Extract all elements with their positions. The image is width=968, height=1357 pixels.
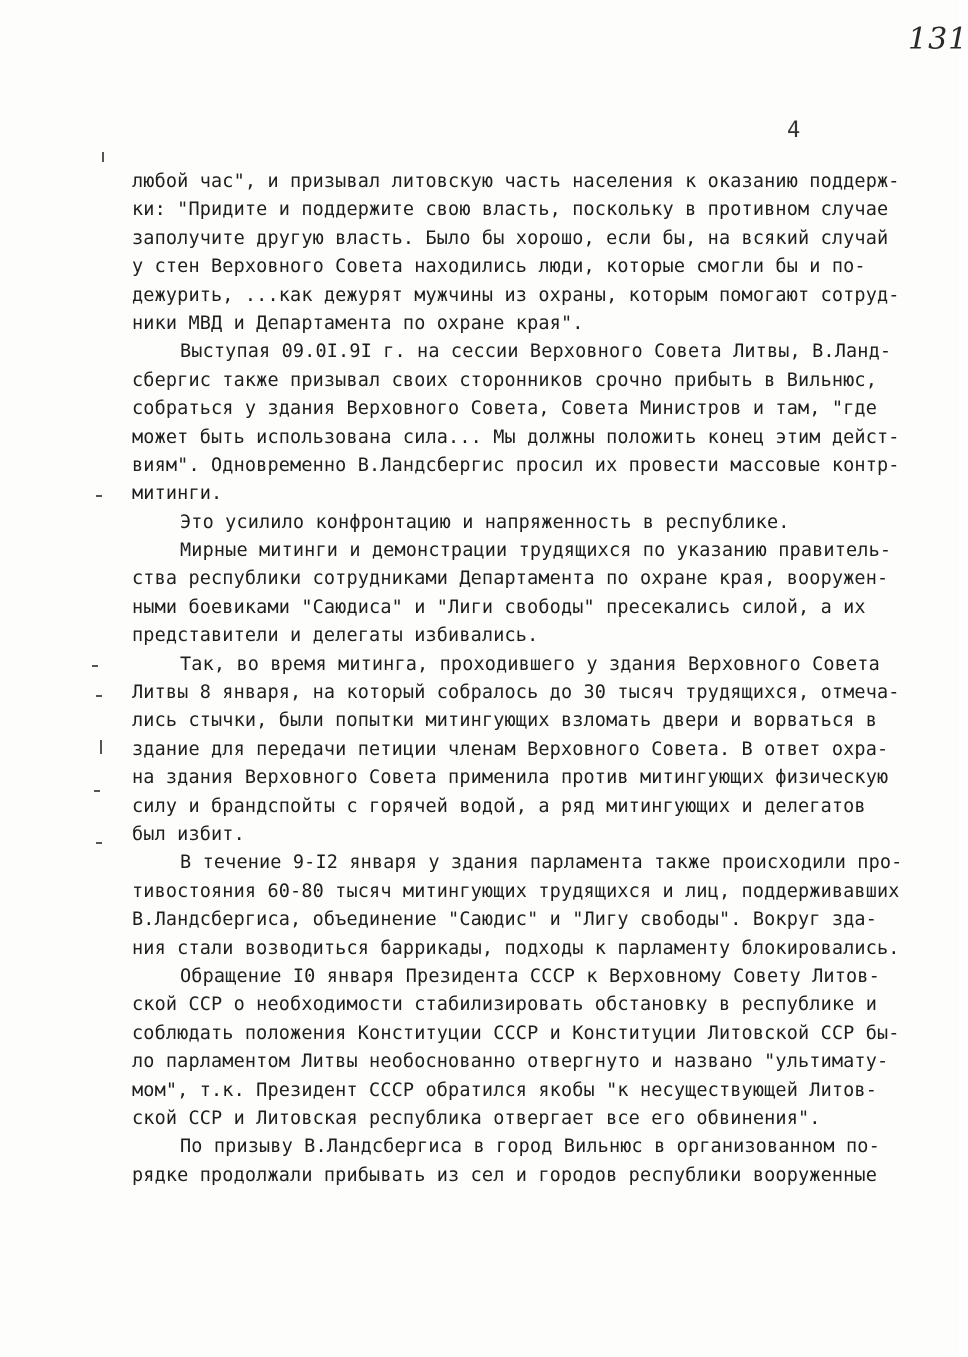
text-line: ства республики сотрудниками Департамента по охране края, вооружен-	[132, 568, 889, 590]
margin-mark	[102, 152, 104, 162]
margin-mark	[96, 495, 102, 497]
margin-scan-marks	[92, 150, 112, 930]
text-line: на здания Верховного Совета применила против митингующих физическую	[132, 767, 889, 789]
text-line: был избит.	[132, 823, 245, 845]
archive-folio-mark: 131	[908, 22, 968, 57]
text-line: В течение 9-I2 января у здания парламента также происходили про-	[180, 852, 903, 874]
text-line: По призыву В.Ландсбергиса в город Вильнюс в организованном по-	[180, 1136, 880, 1158]
text-line: мом", т.к. Президент СССР обратился якобы "к несуществующей Литов-	[132, 1079, 878, 1101]
text-line: дежурить, ...как дежурят мужчины из охраны, которым помогают сотруд-	[132, 284, 900, 306]
text-line: В.Ландсбергиса, объединение "Саюдис" и "Лигу свободы". Вокруг зда-	[132, 909, 878, 931]
text-line: ло парламентом Литвы необоснованно отвергнуто и названо "ультимату-	[132, 1051, 889, 1073]
text-line: ской ССР о необходимости стабилизировать обстановку в республике и	[132, 994, 878, 1016]
text-line: тивостояния 60-80 тысяч митингующих трудящихся и лиц, поддерживавших	[132, 880, 900, 902]
text-line: заполучите другую власть. Было бы хорошо, если бы, на всякий случай	[132, 227, 889, 249]
text-line: Выступая 09.0I.9I г. на сессии Верховного Совета Литвы, В.Ланд-	[180, 341, 892, 363]
text-line: любой час", и призывал литовскую часть населения к оказанию поддерж-	[132, 171, 900, 192]
text-line: ки: "Придите и поддержите свою власть, поскольку в противном случае	[132, 199, 889, 221]
text-line: рядке продолжали прибывать из сел и городов республики вооруженные	[132, 1164, 878, 1186]
text-line: у стен Верховного Совета находились люди, которые смогли бы и по-	[132, 256, 866, 278]
text-line: Литвы 8 января, на который собралось до 30 тысяч трудящихся, отмеча-	[132, 682, 900, 704]
text-line: соблюдать положения Конституции СССР и Конституции Литовской ССР бы-	[132, 1022, 900, 1044]
margin-mark	[96, 842, 102, 844]
margin-mark	[94, 790, 100, 792]
page-number: 4	[787, 118, 801, 143]
margin-mark	[100, 740, 102, 754]
text-line: собраться у здания Верховного Совета, Совета Министров и там, "где	[132, 398, 878, 420]
margin-mark	[96, 695, 102, 697]
text-line: представители и делегаты избивались.	[132, 625, 539, 647]
text-line: может быть использована сила... Мы должны положить конец этим дейст-	[132, 426, 900, 448]
text-line: лись стычки, были попытки митингующих взломать двери и ворваться в	[132, 710, 878, 732]
margin-mark	[92, 665, 98, 667]
typewritten-body	[132, 168, 937, 1190]
text-line: ния стали возводиться баррикады, подходы к парламенту блокировались.	[132, 937, 900, 959]
text-line: митинги.	[132, 483, 223, 505]
text-line: виям". Одновременно В.Ландсбергис просил их провести массовые контр-	[132, 454, 900, 476]
text-line: Это усилило конфронтацию и напряженность в республике.	[180, 511, 790, 533]
text-line: Так, во время митинга, проходившего у здания Верховного Совета	[180, 653, 880, 675]
text-line: ными боевиками "Саюдиса" и "Лиги свободы" пресекались силой, а их	[132, 596, 866, 618]
text-line: силу и брандспойты с горячей водой, а ряд митингующих и делегатов	[132, 795, 866, 817]
text-line: Мирные митинги и демонстрации трудящихся по указанию правитель-	[180, 540, 892, 562]
text-line: сбергис также призывал своих сторонников срочно прибыть в Вильнюс,	[132, 369, 878, 391]
text-line: ской ССР и Литовская республика отвергает все его обвинения".	[132, 1107, 821, 1129]
text-line: Обращение I0 января Президента СССР к Верховному Совету Литов-	[180, 965, 880, 987]
text-line: здание для передачи петиции членам Верховного Совета. В ответ охра-	[132, 738, 889, 760]
text-line: ники МВД и Департамента по охране края".	[132, 312, 584, 334]
